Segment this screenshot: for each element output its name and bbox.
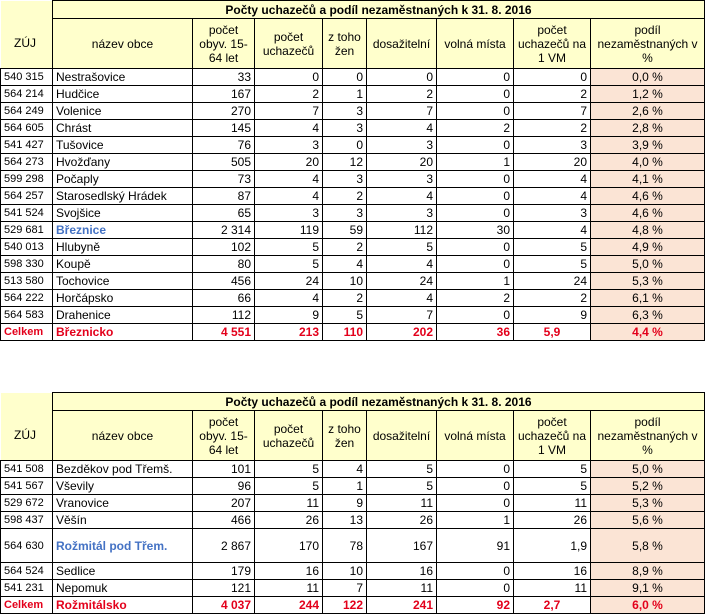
applicants-per-vacancy: 16	[514, 563, 591, 580]
vacancies: 1	[437, 154, 514, 171]
vacancies: 0	[437, 171, 514, 188]
table-row	[1, 529, 705, 563]
population: 456	[193, 273, 255, 290]
unemployment-share: 9,1 %	[591, 580, 705, 597]
population: 66	[193, 290, 255, 307]
col-z-toho-zen: z toho žen	[323, 19, 367, 69]
applicants: 5	[255, 461, 323, 478]
unemployment-share: 6,1 %	[591, 290, 705, 307]
table-row	[1, 461, 705, 478]
available: 4	[367, 120, 437, 137]
applicants-per-vacancy: 1,9	[514, 529, 591, 563]
women: 12	[323, 154, 367, 171]
total-name: Rožmitálsko	[53, 597, 193, 614]
population: 167	[193, 86, 255, 103]
women: 3	[323, 103, 367, 120]
table-row	[1, 239, 705, 256]
applicants-per-vacancy: 5	[514, 239, 591, 256]
municipality-name: Hlubyně	[53, 239, 193, 256]
applicants: 20	[255, 154, 323, 171]
col-uchazecu-na-vm-2: počet uchazečů na 1 VM	[514, 411, 591, 461]
municipality-name: Tušovice	[53, 137, 193, 154]
women: 10	[323, 563, 367, 580]
applicants-per-vacancy: 5	[514, 256, 591, 273]
municipality-name: Starosedlský Hrádek	[53, 188, 193, 205]
municipality-name: Počaply	[53, 171, 193, 188]
zuj-code: 598 330	[1, 256, 53, 273]
col-dosazitelni-2: dosažitelní	[367, 411, 437, 461]
total-women: 110	[323, 324, 367, 341]
applicants: 4	[255, 188, 323, 205]
vacancies: 0	[437, 495, 514, 512]
unemployment-share: 3,9 %	[591, 137, 705, 154]
total-population: 4 551	[193, 324, 255, 341]
zuj-code: 541 231	[1, 580, 53, 597]
total-available: 241	[367, 597, 437, 614]
unemployment-share: 4,0 %	[591, 154, 705, 171]
table-row	[1, 103, 705, 120]
available: 20	[367, 154, 437, 171]
applicants-per-vacancy: 5	[514, 478, 591, 495]
unemployment-share: 5,3 %	[591, 273, 705, 290]
vacancies: 0	[437, 307, 514, 324]
table-row	[1, 86, 705, 103]
table-row	[1, 563, 705, 580]
municipality-name: Hvožďany	[53, 154, 193, 171]
total-available: 202	[367, 324, 437, 341]
table-row	[1, 120, 705, 137]
table-row	[1, 478, 705, 495]
table-row	[1, 273, 705, 290]
population: 466	[193, 512, 255, 529]
available: 4	[367, 256, 437, 273]
available: 11	[367, 495, 437, 512]
unemployment-share: 4,8 %	[591, 222, 705, 239]
women: 2	[323, 239, 367, 256]
population: 2 314	[193, 222, 255, 239]
unemployment-share: 6,3 %	[591, 307, 705, 324]
zuj-code: 564 524	[1, 563, 53, 580]
table-title-2: Počty uchazečů a podíl nezaměstnaných k 31. 8. 2016	[53, 393, 705, 411]
unemployment-share: 0,0 %	[591, 69, 705, 86]
municipality-name: Hudčice	[53, 86, 193, 103]
available: 0	[367, 69, 437, 86]
total-applicants: 213	[255, 324, 323, 341]
municipality-name: Horčápsko	[53, 290, 193, 307]
women: 1	[323, 86, 367, 103]
unemployment-share: 5,2 %	[591, 478, 705, 495]
applicants-per-vacancy: 0	[514, 69, 591, 86]
applicants: 3	[255, 137, 323, 154]
population: 2 867	[193, 529, 255, 563]
applicants: 9	[255, 307, 323, 324]
total-label: Celkem	[1, 597, 53, 614]
women: 59	[323, 222, 367, 239]
col-nazev: název obce	[53, 19, 193, 69]
applicants: 3	[255, 205, 323, 222]
vacancies: 1	[437, 512, 514, 529]
applicants: 11	[255, 495, 323, 512]
municipality-name: Sedlice	[53, 563, 193, 580]
available: 7	[367, 307, 437, 324]
total-name: Březnicko	[53, 324, 193, 341]
vacancies: 0	[437, 256, 514, 273]
available: 7	[367, 103, 437, 120]
total-population: 4 037	[193, 597, 255, 614]
applicants-per-vacancy: 5	[514, 461, 591, 478]
unemployment-share: 2,6 %	[591, 103, 705, 120]
table-title: Počty uchazečů a podíl nezaměstnaných k 31. 8. 2016	[53, 1, 705, 19]
women: 2	[323, 290, 367, 307]
vacancies: 0	[437, 137, 514, 154]
vacancies: 1	[437, 273, 514, 290]
zuj-code: 564 605	[1, 120, 53, 137]
applicants-per-vacancy: 4	[514, 188, 591, 205]
zuj-code: 598 437	[1, 512, 53, 529]
women: 4	[323, 256, 367, 273]
available: 4	[367, 188, 437, 205]
available: 3	[367, 171, 437, 188]
unemployment-share: 4,1 %	[591, 171, 705, 188]
women: 1	[323, 478, 367, 495]
population: 145	[193, 120, 255, 137]
applicants: 170	[255, 529, 323, 563]
vacancies: 30	[437, 222, 514, 239]
table-row	[1, 137, 705, 154]
zuj-header-2	[1, 393, 53, 461]
col-pocet-obyv-2: počet obyv. 15-64 let	[193, 411, 255, 461]
available: 5	[367, 239, 437, 256]
applicants: 5	[255, 256, 323, 273]
municipality-name: Březnice	[53, 222, 193, 239]
total-applicants-per-vacancy: 5,9	[514, 324, 591, 341]
population: 65	[193, 205, 255, 222]
unemployment-share: 5,0 %	[591, 256, 705, 273]
zuj-code: 541 427	[1, 137, 53, 154]
applicants-per-vacancy: 9	[514, 307, 591, 324]
municipality-name: Vševily	[53, 478, 193, 495]
available: 4	[367, 290, 437, 307]
population: 207	[193, 495, 255, 512]
available: 26	[367, 512, 437, 529]
table-row	[1, 495, 705, 512]
population: 505	[193, 154, 255, 171]
vacancies: 0	[437, 580, 514, 597]
unemployment-share: 1,2 %	[591, 86, 705, 103]
applicants: 4	[255, 120, 323, 137]
zuj-code: 541 508	[1, 461, 53, 478]
population: 270	[193, 103, 255, 120]
total-applicants-per-vacancy: 2,7	[514, 597, 591, 614]
available: 112	[367, 222, 437, 239]
population: 179	[193, 563, 255, 580]
population: 33	[193, 69, 255, 86]
available: 5	[367, 461, 437, 478]
col-pocet-uchazecu-2: počet uchazečů	[255, 411, 323, 461]
population: 96	[193, 478, 255, 495]
available: 16	[367, 563, 437, 580]
table-row	[1, 307, 705, 324]
women: 5	[323, 307, 367, 324]
women: 3	[323, 205, 367, 222]
population: 76	[193, 137, 255, 154]
women: 13	[323, 512, 367, 529]
municipality-name: Tochovice	[53, 273, 193, 290]
total-row	[1, 324, 705, 341]
women: 7	[323, 580, 367, 597]
population: 101	[193, 461, 255, 478]
col-nazev-2: název obce	[53, 411, 193, 461]
applicants: 2	[255, 86, 323, 103]
available: 5	[367, 478, 437, 495]
unemployment-share: 5,3 %	[591, 495, 705, 512]
population: 87	[193, 188, 255, 205]
applicants: 4	[255, 290, 323, 307]
municipality-name: Svojšice	[53, 205, 193, 222]
unemployment-share: 4,9 %	[591, 239, 705, 256]
zuj-code: 541 567	[1, 478, 53, 495]
municipality-name: Volenice	[53, 103, 193, 120]
applicants-per-vacancy: 2	[514, 86, 591, 103]
unemployment-share: 5,6 %	[591, 512, 705, 529]
municipality-name: Nepomuk	[53, 580, 193, 597]
women: 3	[323, 171, 367, 188]
total-share: 6,0 %	[591, 597, 705, 614]
applicants: 4	[255, 171, 323, 188]
women: 0	[323, 69, 367, 86]
applicants-per-vacancy: 7	[514, 103, 591, 120]
applicants-per-vacancy: 20	[514, 154, 591, 171]
women: 9	[323, 495, 367, 512]
zuj-code: 564 273	[1, 154, 53, 171]
applicants: 119	[255, 222, 323, 239]
table-row	[1, 512, 705, 529]
table-row	[1, 171, 705, 188]
col-uchazecu-na-vm: počet uchazečů na 1 VM	[514, 19, 591, 69]
zuj-code: 540 013	[1, 239, 53, 256]
col-podil: podíl nezaměstnaných v %	[591, 19, 705, 69]
municipality-name: Rožmitál pod Třem.	[53, 529, 193, 563]
municipality-name: Bezděkov pod Třemš.	[53, 461, 193, 478]
unemployment-share: 5,8 %	[591, 529, 705, 563]
table-row	[1, 69, 705, 86]
available: 167	[367, 529, 437, 563]
total-row	[1, 597, 705, 614]
zuj-header	[1, 1, 53, 69]
table-row	[1, 222, 705, 239]
available: 3	[367, 137, 437, 154]
municipality-name: Věšín	[53, 512, 193, 529]
unemployment-share: 4,6 %	[591, 188, 705, 205]
col-dosazitelni: dosažitelní	[367, 19, 437, 69]
applicants-per-vacancy: 3	[514, 137, 591, 154]
zuj-code: 599 298	[1, 171, 53, 188]
vacancies: 2	[437, 290, 514, 307]
vacancies: 0	[437, 563, 514, 580]
total-label: Celkem	[1, 324, 53, 341]
zuj-code: 564 257	[1, 188, 53, 205]
unemployment-share: 4,6 %	[591, 205, 705, 222]
population: 112	[193, 307, 255, 324]
table-row	[1, 154, 705, 171]
vacancies: 0	[437, 103, 514, 120]
vacancies: 0	[437, 239, 514, 256]
total-women: 122	[323, 597, 367, 614]
municipality-name: Chrást	[53, 120, 193, 137]
col-z-toho-zen-2: z toho žen	[323, 411, 367, 461]
applicants: 26	[255, 512, 323, 529]
zuj-code: 564 630	[1, 529, 53, 563]
zuj-code: 564 583	[1, 307, 53, 324]
women: 10	[323, 273, 367, 290]
unemployment-share: 2,8 %	[591, 120, 705, 137]
zuj-code: 564 222	[1, 290, 53, 307]
applicants: 16	[255, 563, 323, 580]
zuj-code: 540 315	[1, 69, 53, 86]
women: 2	[323, 188, 367, 205]
zuj-code: 529 681	[1, 222, 53, 239]
total-share: 4,4 %	[591, 324, 705, 341]
population: 121	[193, 580, 255, 597]
population: 102	[193, 239, 255, 256]
zuj-code: 564 249	[1, 103, 53, 120]
zuj-label-2: ZÚJ	[14, 428, 36, 442]
population: 80	[193, 256, 255, 273]
unemployment-share: 8,9 %	[591, 563, 705, 580]
table-row	[1, 580, 705, 597]
col-volna-mista-2: volná místa	[437, 411, 514, 461]
zuj-code: 513 580	[1, 273, 53, 290]
col-pocet-obyv: počet obyv. 15-64 let	[193, 19, 255, 69]
unemployment-share: 5,0 %	[591, 461, 705, 478]
available: 2	[367, 86, 437, 103]
vacancies: 0	[437, 69, 514, 86]
zuj-label: ZÚJ	[14, 36, 36, 50]
total-vacancies: 36	[437, 324, 514, 341]
vacancies: 0	[437, 188, 514, 205]
zuj-code: 541 524	[1, 205, 53, 222]
applicants: 24	[255, 273, 323, 290]
table-row	[1, 188, 705, 205]
zuj-code: 529 672	[1, 495, 53, 512]
applicants-per-vacancy: 2	[514, 290, 591, 307]
municipality-name: Nestrašovice	[53, 69, 193, 86]
applicants: 11	[255, 580, 323, 597]
applicants: 5	[255, 478, 323, 495]
women: 0	[323, 137, 367, 154]
applicants-per-vacancy: 26	[514, 512, 591, 529]
applicants-per-vacancy: 11	[514, 580, 591, 597]
municipality-name: Koupě	[53, 256, 193, 273]
applicants: 7	[255, 103, 323, 120]
available: 24	[367, 273, 437, 290]
total-applicants: 244	[255, 597, 323, 614]
applicants-per-vacancy: 4	[514, 222, 591, 239]
vacancies: 0	[437, 86, 514, 103]
applicants: 5	[255, 239, 323, 256]
municipality-name: Drahenice	[53, 307, 193, 324]
vacancies: 2	[437, 120, 514, 137]
available: 11	[367, 580, 437, 597]
women: 78	[323, 529, 367, 563]
zuj-code: 564 214	[1, 86, 53, 103]
applicants-per-vacancy: 4	[514, 171, 591, 188]
applicants-per-vacancy: 11	[514, 495, 591, 512]
table-row	[1, 205, 705, 222]
vacancies: 0	[437, 478, 514, 495]
col-podil-2: podíl nezaměstnaných v %	[591, 411, 705, 461]
table-rozmitalsko	[0, 392, 705, 614]
applicants-per-vacancy: 24	[514, 273, 591, 290]
total-vacancies: 92	[437, 597, 514, 614]
table-row	[1, 290, 705, 307]
women: 3	[323, 120, 367, 137]
col-volna-mista: volná místa	[437, 19, 514, 69]
women: 4	[323, 461, 367, 478]
available: 3	[367, 205, 437, 222]
applicants: 0	[255, 69, 323, 86]
col-pocet-uchazecu: počet uchazečů	[255, 19, 323, 69]
vacancies: 0	[437, 461, 514, 478]
applicants-per-vacancy: 3	[514, 205, 591, 222]
population: 73	[193, 171, 255, 188]
table-row	[1, 256, 705, 273]
vacancies: 0	[437, 205, 514, 222]
applicants-per-vacancy: 2	[514, 120, 591, 137]
municipality-name: Vranovice	[53, 495, 193, 512]
vacancies: 91	[437, 529, 514, 563]
